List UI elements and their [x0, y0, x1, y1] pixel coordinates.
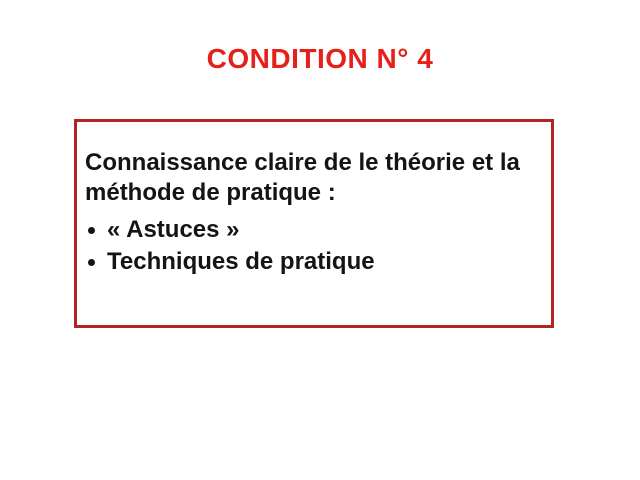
slide-title: CONDITION N° 4: [206, 43, 434, 74]
bullet-item: [85, 214, 543, 246]
bullet-text: « Astuces »: [107, 216, 240, 243]
bullet-item: [85, 246, 543, 278]
bullet-text: Techniques de pratique: [107, 248, 375, 275]
content-paragraph: Connaissance claire de le théorie et la méthode de pratique :: [85, 149, 520, 206]
bullet-marker: [88, 227, 95, 234]
bullet-marker: [88, 259, 95, 266]
content-box: [74, 119, 554, 328]
bullet-list: [85, 214, 543, 278]
